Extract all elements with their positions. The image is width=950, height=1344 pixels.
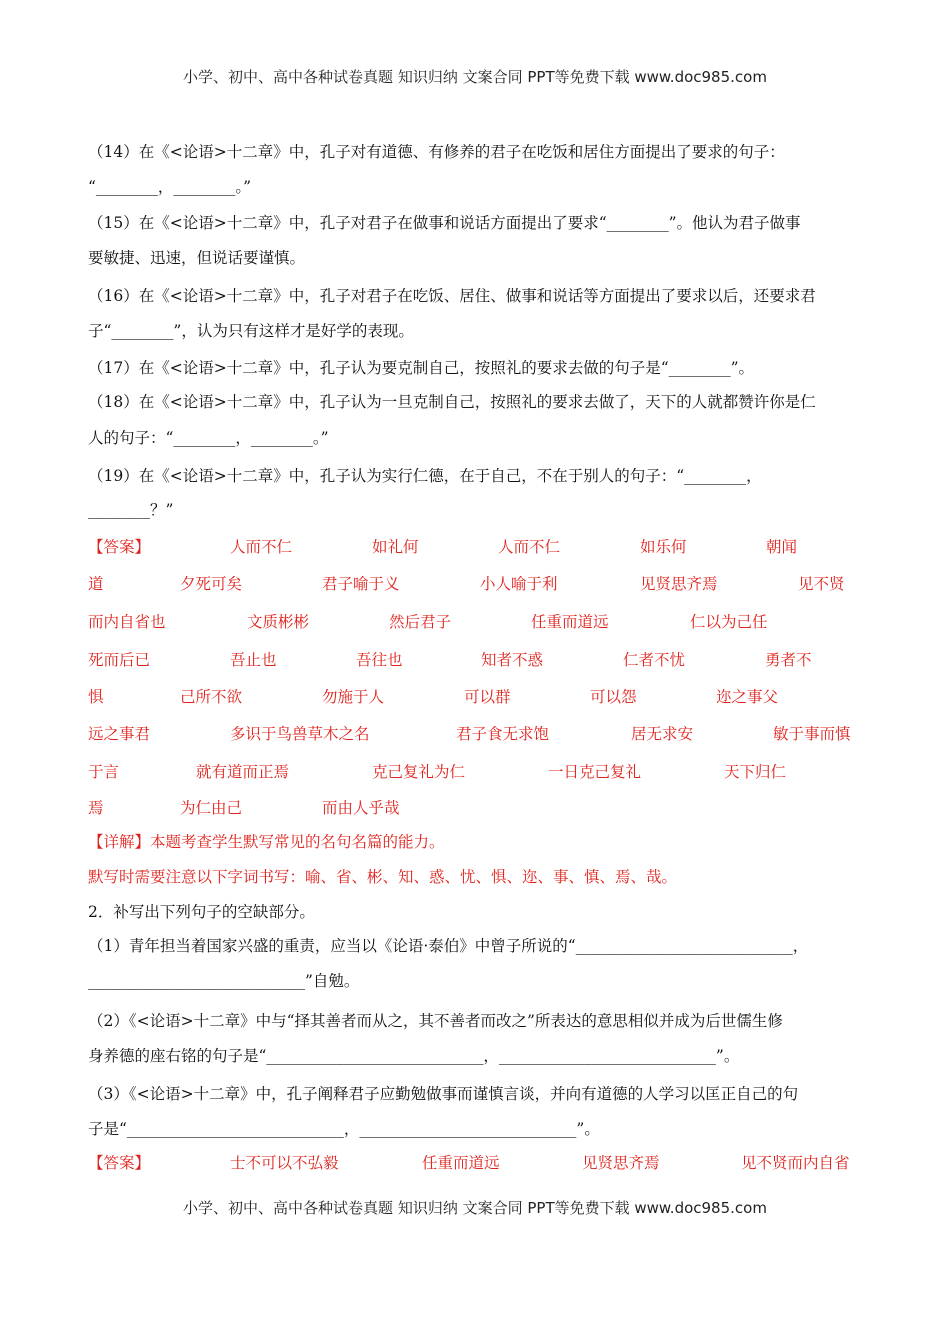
answer-item: 见贤思齐焉 [582, 1154, 660, 1172]
answer-item: 夕死可矣 [180, 575, 243, 593]
answer-label: 【答案】 [88, 1154, 151, 1172]
answer-item: 而内自省也 [88, 613, 166, 631]
question-2-title: 2．补写出下列句子的空缺部分。 [88, 903, 315, 921]
question-line: （19）在《<论语>十二章》中，孔子认为实行仁德，在于自己，不在于别人的句子：“________， [88, 467, 762, 485]
question-line: （1）青年担当着国家兴盛的重责，应当以《论语·泰伯》中曾子所说的“____________________________， [88, 937, 809, 955]
answer-item: 如乐何 [640, 538, 687, 556]
answer-item: 死而后已 [88, 651, 151, 669]
question-line: 子“________”，认为只有这样才是好学的表现。 [88, 322, 414, 340]
question-line: 人的句子：“________，________。” [88, 429, 329, 447]
answer-item: 可以群 [464, 688, 511, 706]
answer-item: 任重而道远 [531, 613, 609, 631]
answer-item: 君子喻于义 [322, 575, 400, 593]
question-line: （14）在《<论语>十二章》中，孔子对有道德、有修养的君子在吃饭和居住方面提出了要求的句子： [88, 143, 785, 161]
answer-item: 士不可以不弘毅 [230, 1154, 339, 1172]
question-line: 要敏捷、迅速，但说话要谨慎。 [88, 249, 306, 267]
answer-item: 吾止也 [230, 651, 277, 669]
answer-item: 人而不仁 [230, 538, 293, 556]
question-line: （15）在《<论语>十二章》中，孔子对君子在做事和说话方面提出了要求“________”。他认为君子做事 [88, 214, 801, 232]
answer-item: 克己复礼为仁 [372, 763, 466, 781]
answer-item: 勇者不 [765, 651, 812, 669]
answer-item: 如礼何 [372, 538, 419, 556]
answer-item: 仁以为己任 [690, 613, 768, 631]
answer-item: 人而不仁 [498, 538, 561, 556]
answer-item: 己所不欲 [180, 688, 243, 706]
answer-item: 而由人乎哉 [322, 799, 400, 817]
answer-item: 天下归仁 [724, 763, 787, 781]
answer-item: 勿施于人 [322, 688, 385, 706]
answer-item: 小人喻于利 [480, 575, 558, 593]
answer-item: 居无求安 [631, 725, 694, 743]
answer-item: 朝闻 [766, 538, 798, 556]
answer-item: 多识于鸟兽草木之名 [230, 725, 370, 743]
answer-item: 惧 [88, 688, 104, 706]
answer-item: 知者不惑 [481, 651, 544, 669]
answer-item: 一日克己复礼 [548, 763, 642, 781]
answer-item: 仁者不忧 [623, 651, 686, 669]
question-line: （17）在《<论语>十二章》中，孔子认为要克制自己，按照礼的要求去做的句子是“________”。 [88, 359, 755, 377]
answer-item: 焉 [88, 799, 104, 817]
question-line: 子是“____________________________，____________________________”。 [88, 1120, 600, 1138]
detail-line-2: 默写时需要注意以下字词书写：喻、省、彬、知、惑、忧、惧、迩、事、慎、焉、哉。 [88, 868, 678, 886]
answer-item: 然后君子 [389, 613, 452, 631]
question-line: 身养德的座右铭的句子是“____________________________，____________________________”。 [88, 1047, 740, 1065]
question-line: ________？” [88, 501, 174, 519]
answer-item: 见不贤而内自省 [741, 1154, 850, 1172]
answer-item: 迩之事父 [716, 688, 779, 706]
answer-item: 见不贤 [798, 575, 845, 593]
answer-item: 远之事君 [88, 725, 151, 743]
question-line: “________，________。” [88, 178, 252, 196]
answer-item: 任重而道远 [422, 1154, 500, 1172]
detail-line-1: 【详解】本题考查学生默写常见的名句名篇的能力。 [88, 833, 445, 851]
answer-item: 道 [88, 575, 104, 593]
question-line: （16）在《<论语>十二章》中，孔子对君子在吃饭、居住、做事和说话等方面提出了要求以后，还要求君 [88, 287, 816, 305]
question-line: （18）在《<论语>十二章》中，孔子认为一旦克制自己，按照礼的要求去做了，天下的人就都赞许你是仁 [88, 393, 816, 411]
answer-item: 文质彬彬 [247, 613, 310, 631]
answer-item: 于言 [88, 763, 120, 781]
answer-item: 吾往也 [356, 651, 403, 669]
answer-label: 【答案】 [88, 538, 151, 556]
question-line: （3）《<论语>十二章》中，孔子阐释君子应勤勉做事而谨慎言谈，并向有道德的人学习以匡正自己的句 [88, 1085, 799, 1103]
question-line: （2）《<论语>十二章》中与“择其善者而从之，其不善者而改之”所表达的意思相似并成为后世儒生修 [88, 1012, 783, 1030]
answer-item: 敏于事而慎 [773, 725, 851, 743]
page-header: 小学、初中、高中各种试卷真题 知识归纳 文案合同 PPT等免费下载 www.doc985.com [183, 68, 767, 86]
answer-item: 就有道而正焉 [196, 763, 290, 781]
answer-item: 为仁由己 [180, 799, 243, 817]
answer-item: 见贤思齐焉 [640, 575, 718, 593]
page-footer: 小学、初中、高中各种试卷真题 知识归纳 文案合同 PPT等免费下载 www.doc985.com [183, 1199, 767, 1217]
answer-item: 可以怨 [590, 688, 637, 706]
question-line: ____________________________”自勉。 [88, 972, 360, 990]
answer-item: 君子食无求饱 [456, 725, 550, 743]
